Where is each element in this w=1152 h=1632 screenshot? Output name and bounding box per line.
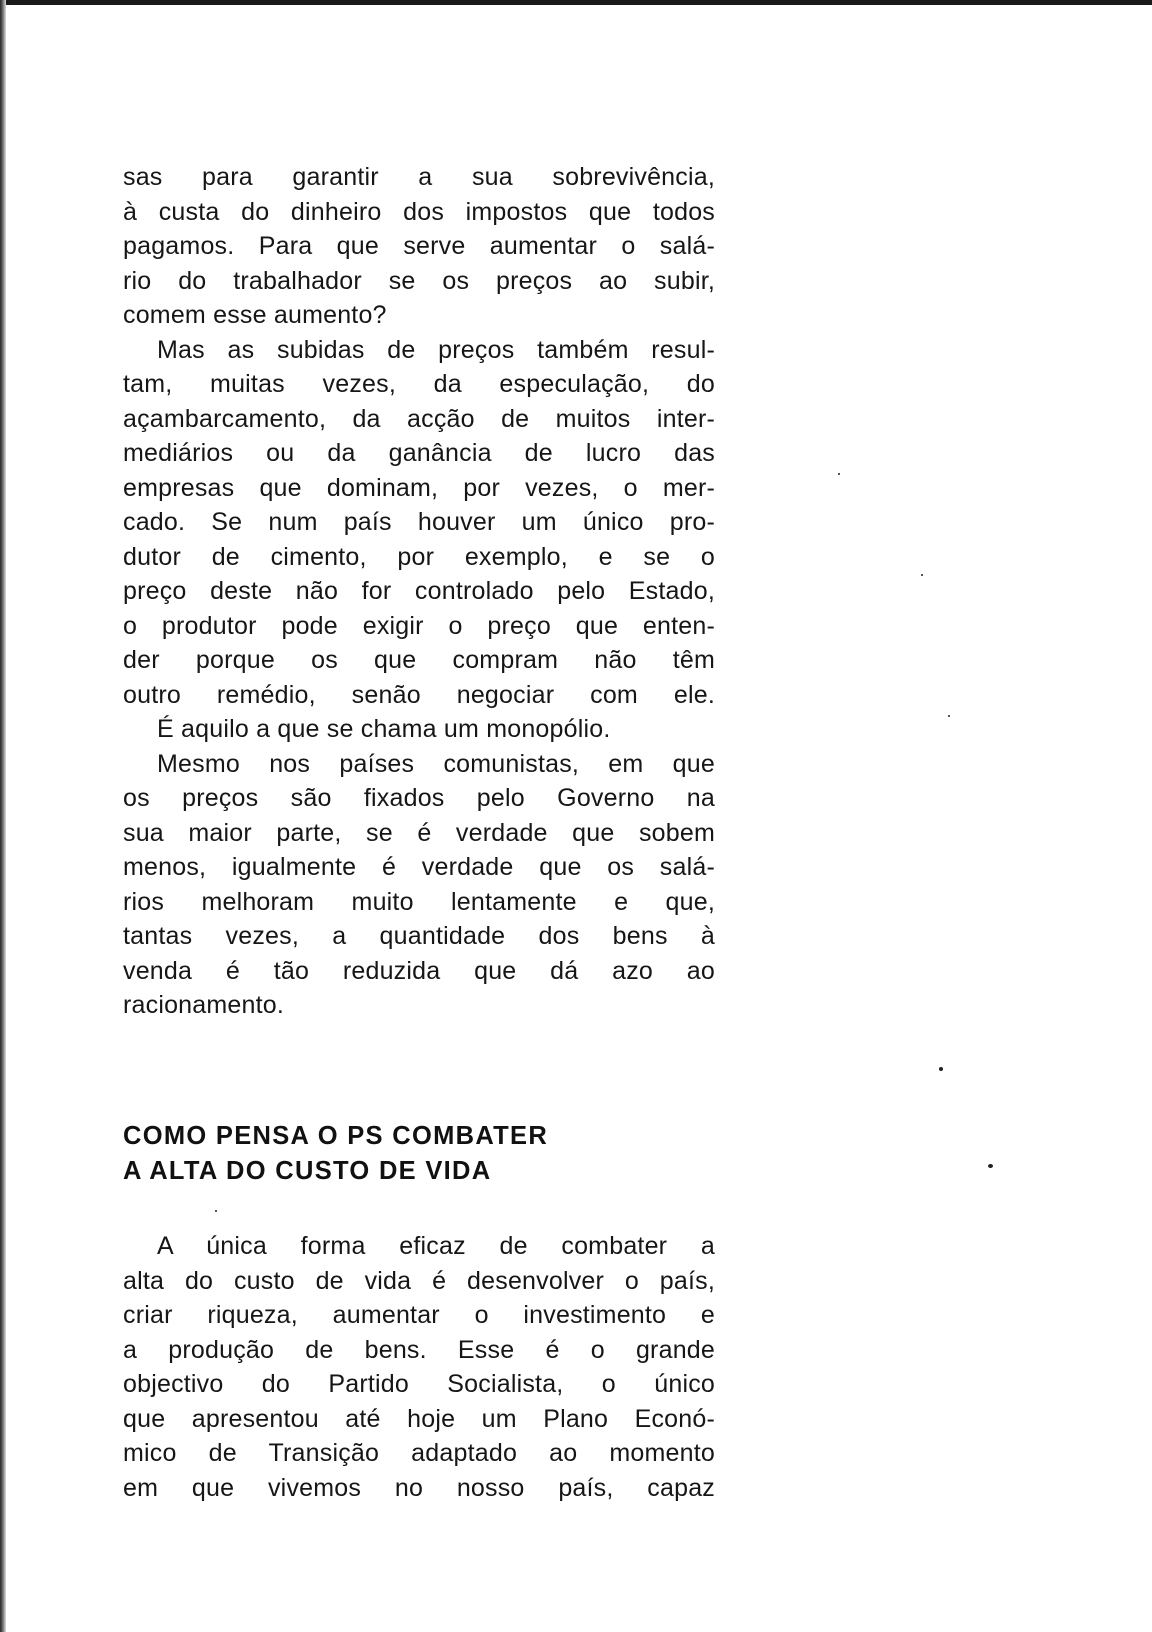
text-line: sas para garantir a sua sobrevivência, [123, 163, 715, 191]
paragraph-5 [123, 1229, 715, 1505]
scan-speck [921, 574, 923, 576]
text-line: rio do trabalhador se os preços ao subir, [123, 266, 715, 295]
text-line: rios melhoram muito lentamente e que, [123, 887, 715, 916]
scan-speck [988, 1164, 993, 1168]
heading-line: COMO PENSA O PS COMBATER [123, 1122, 549, 1150]
text-line: mico de Transição adaptado ao momento [123, 1439, 715, 1467]
paragraph-3 [123, 712, 715, 747]
text-line: criar riqueza, aumentar o investimento e [123, 1301, 715, 1329]
text-line: Mas as subidas de preços também resul- [157, 335, 715, 364]
text-line: tantas vezes, a quantidade dos bens à [123, 922, 715, 950]
body-text-column [123, 160, 715, 1023]
text-line: dutor de cimento, por exemplo, e se o [123, 542, 715, 571]
text-line: a produção de bens. Esse é o grande [123, 1335, 715, 1364]
text-line: os preços são fixados pelo Governo na [123, 784, 715, 812]
text-line: pagamos. Para que serve aumentar o salá- [123, 232, 715, 260]
text-line: É aquilo a que se chama um monopólio. [157, 715, 611, 743]
text-line: mediários ou da ganância de lucro das [123, 439, 715, 467]
paragraph-4 [123, 747, 715, 1023]
text-line: Mesmo nos países comunistas, em que [157, 749, 715, 778]
text-line: racionamento. [123, 991, 285, 1019]
text-line: à custa do dinheiro dos impostos que todos [123, 197, 715, 226]
text-line: outro remédio, senão negociar com ele. [123, 680, 715, 709]
scan-border-left [0, 0, 6, 1632]
text-line: que apresentou até hoje um Plano Econó- [123, 1404, 715, 1433]
section-heading [123, 1119, 548, 1189]
text-line: empresas que dominam, por vezes, o mer- [123, 473, 715, 502]
text-line: venda é tão reduzida que dá azo ao [123, 956, 715, 985]
scan-speck [838, 473, 840, 475]
text-line: em que vivemos no nosso país, capaz [123, 1473, 715, 1502]
text-line: preço deste não for controlado pelo Estado, [123, 577, 715, 605]
text-line: A única forma eficaz de combater a [157, 1232, 715, 1260]
scan-speck [939, 1067, 943, 1071]
text-line: menos, igualmente é verdade que os salá- [123, 853, 715, 881]
paragraph-2 [123, 333, 715, 713]
text-line: alta do custo de vida é desenvolver o país, [123, 1266, 715, 1295]
text-line: cado. Se num país houver um único pro- [123, 508, 715, 536]
heading-line: A ALTA DO CUSTO DE VIDA [123, 1157, 492, 1185]
text-line: tam, muitas vezes, da especulação, do [123, 370, 715, 398]
paragraph-1 [123, 160, 715, 333]
scan-speck [215, 1210, 217, 1212]
scan-speck [948, 715, 950, 717]
text-line: comem esse aumento? [123, 301, 387, 329]
text-line: sua maior parte, se é verdade que sobem [123, 818, 715, 847]
text-line: der porque os que compram não têm [123, 646, 715, 674]
text-line: açambarcamento, da acção de muitos inter- [123, 404, 715, 433]
text-line: o produtor pode exigir o preço que enten- [123, 611, 715, 640]
text-line: objectivo do Partido Socialista, o único [123, 1370, 715, 1398]
scan-border-top [0, 0, 1152, 5]
